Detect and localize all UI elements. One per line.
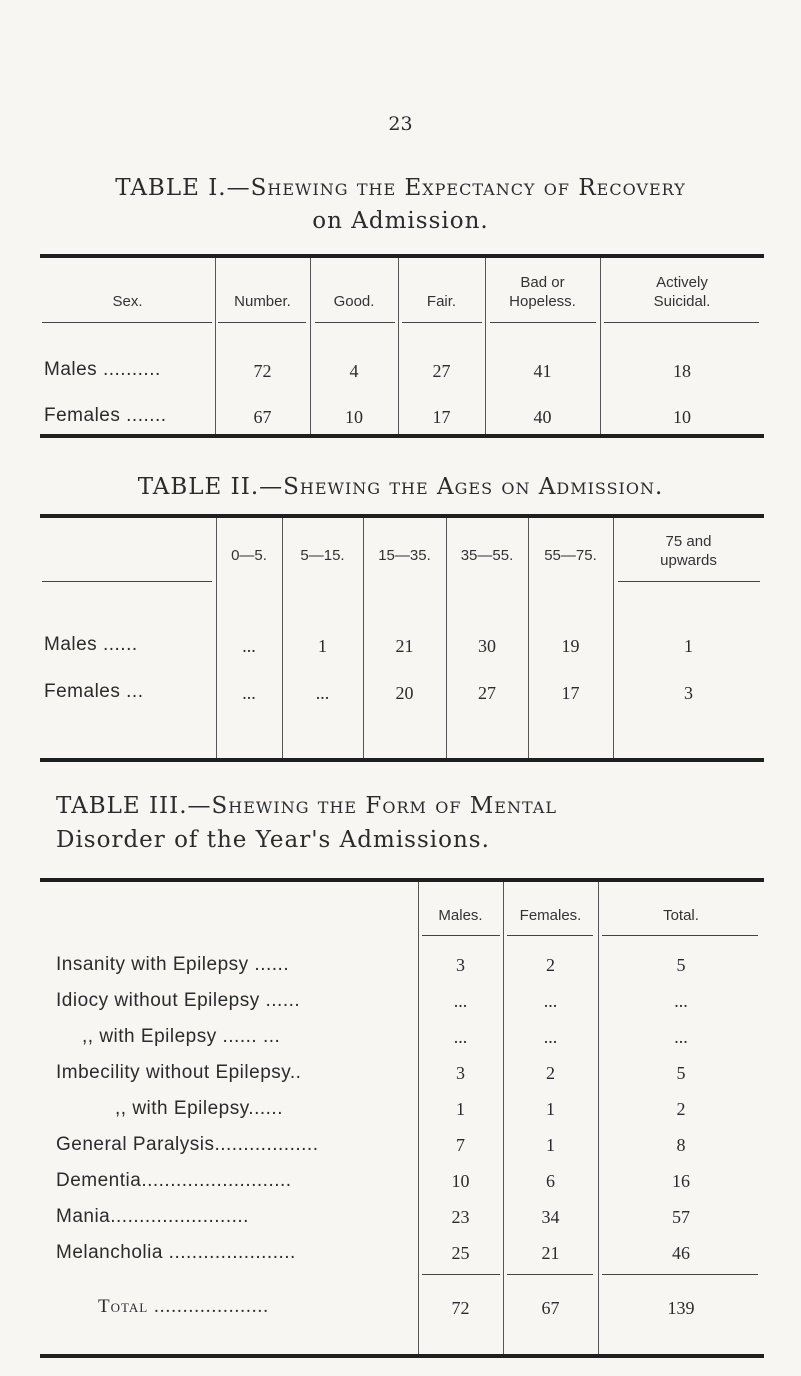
table3-cell: 1 — [456, 1099, 465, 1119]
table3-title-prefix: TABLE III.— — [56, 793, 212, 819]
table3-cell: 2 — [546, 1063, 555, 1083]
table3-row-label: Dementia.......................... — [56, 1170, 292, 1191]
table3-title — [0, 790, 801, 823]
table3-cell: 2 — [676, 1099, 686, 1119]
table2-cell: 17 — [561, 683, 580, 703]
table2-title-rest: Shewing the Ages on Admission. — [283, 474, 664, 500]
table2-header: 55—75. — [544, 547, 597, 564]
table1-cell: 27 — [432, 361, 451, 381]
table3-cell: 3 — [456, 955, 465, 975]
table1-cell: 41 — [533, 361, 552, 381]
table3-cell: ... — [674, 991, 688, 1011]
table2-cell: 30 — [478, 636, 496, 656]
table1-row-label: Females ....... — [44, 405, 167, 426]
table1-header-bad-line1: Bad or — [520, 274, 565, 291]
table1-cell: 67 — [253, 407, 272, 427]
table1-header-active-line1: Actively — [656, 274, 708, 291]
table3-total-cell: 139 — [667, 1298, 695, 1318]
table1-cell: 4 — [349, 361, 359, 381]
table2-header: 35—55. — [460, 547, 514, 564]
table3-cell: 6 — [546, 1171, 555, 1191]
table3-cell: 21 — [541, 1243, 560, 1263]
page-number: 23 — [388, 113, 413, 135]
table1-header-rule — [604, 322, 759, 323]
table1-header-bad — [485, 273, 600, 311]
table2-header-last-line1: 75 and — [665, 533, 712, 550]
table3-cell: 1 — [546, 1135, 555, 1155]
table3-cell: 34 — [541, 1207, 560, 1227]
table3-header-females: Females. — [519, 907, 582, 924]
table3-cell: 3 — [456, 1063, 465, 1083]
table2-cell: 21 — [395, 636, 414, 656]
table3-cell: 5 — [676, 955, 686, 975]
table1-header-rule — [42, 322, 212, 323]
table3-total-cell: 72 — [451, 1298, 470, 1318]
table2-row-label: Males ...... — [44, 634, 138, 655]
table2-top-rule — [40, 514, 764, 518]
table1-header-sex: Sex. — [112, 293, 143, 310]
table3-header-males: Males. — [438, 907, 483, 924]
table2-row-label: Females ... — [44, 681, 144, 702]
table3-cell: 2 — [546, 955, 555, 975]
table3-header-rule — [602, 935, 758, 936]
table1-header-rule — [315, 322, 395, 323]
table2-header: 5—15. — [300, 547, 345, 564]
table1-cell: 17 — [432, 407, 451, 427]
table2-bottom-rule — [40, 758, 764, 762]
table3-cell: 57 — [672, 1207, 690, 1227]
table1-row-label: Males .......... — [44, 359, 161, 380]
table3-row-label: Imbecility without Epilepsy.. — [56, 1062, 302, 1083]
table3-title-rest: Shewing the Form of Mental — [211, 793, 557, 819]
table1-header-active — [600, 273, 764, 311]
table3-header-total: Total. — [663, 907, 699, 924]
table1-title-line2: on Admission. — [312, 208, 489, 234]
table3-row-label: Mania........................ — [56, 1206, 249, 1227]
table2-cell: 1 — [318, 636, 327, 656]
table2-cell: ... — [315, 683, 330, 703]
table1-cell: 18 — [673, 361, 691, 381]
table1-header-rule — [490, 322, 596, 323]
table2-cell: 27 — [478, 683, 496, 703]
table2-header-last — [613, 532, 764, 570]
table3-bottom-rule — [40, 1354, 764, 1358]
table3-cell: ... — [543, 991, 558, 1011]
table3-top-rule — [40, 878, 764, 882]
table2-title-prefix: TABLE II.— — [137, 474, 284, 500]
table3-cell: 23 — [451, 1207, 470, 1227]
table3-cell: ... — [453, 991, 468, 1011]
table3-row-label: Melancholia ...................... — [56, 1242, 296, 1263]
table3-total-label: Total .................... — [98, 1296, 269, 1317]
table3-header-rule — [422, 935, 500, 936]
table2-header-last-line2: upwards — [660, 552, 717, 569]
table3-row-label: Insanity with Epilepsy ...... — [56, 954, 290, 975]
table1-cell: 72 — [253, 361, 272, 381]
table1-header-number: Number. — [234, 293, 291, 310]
table3-cell: ... — [674, 1027, 688, 1047]
table3-cell: 8 — [676, 1135, 686, 1155]
table1-header-rule — [218, 322, 306, 323]
table3-row-label: General Paralysis.................. — [56, 1134, 319, 1155]
table2-header-rule — [42, 581, 212, 582]
table2-cell: ... — [242, 683, 256, 703]
table1-title — [0, 172, 801, 205]
table3-header-rule — [507, 935, 593, 936]
table3-row-label: ,, with Epilepsy...... — [115, 1098, 283, 1119]
table1-cell: 10 — [673, 407, 691, 427]
table2-title — [0, 471, 801, 504]
table3-cell: 25 — [451, 1243, 470, 1263]
table3-title-line2: Disorder of the Year's Admissions. — [56, 827, 490, 853]
table3-cell: ... — [453, 1027, 468, 1047]
table1-header-fair: Fair. — [426, 293, 457, 310]
table1-header-bad-line2: Hopeless. — [509, 293, 576, 310]
table2-header: 15—35. — [378, 547, 431, 564]
table2-header-rule — [618, 581, 760, 582]
table3-row-label: ,, with Epilepsy ...... ... — [82, 1026, 281, 1047]
table2-header: 0—5. — [231, 547, 267, 564]
table2-cell: 19 — [561, 636, 580, 656]
table1-header-active-line2: Suicidal. — [653, 293, 711, 310]
table3-cell: 46 — [672, 1243, 690, 1263]
table3-cell: 1 — [546, 1099, 555, 1119]
table3-total-rule — [422, 1274, 500, 1275]
table1-cell: 40 — [533, 407, 552, 427]
table3-row-label: Idiocy without Epilepsy ...... — [56, 990, 301, 1011]
table3-cell: 5 — [676, 1063, 686, 1083]
table1-header-rule — [402, 322, 482, 323]
table3-total-rule — [602, 1274, 758, 1275]
table1-title-rest: Shewing the Expectancy of Recovery — [250, 175, 686, 201]
table3-total-rule — [507, 1274, 593, 1275]
table1-cell: 10 — [345, 407, 363, 427]
table3-cell: 10 — [451, 1171, 470, 1191]
table3-cell: ... — [543, 1027, 558, 1047]
table3-cell: 16 — [672, 1171, 690, 1191]
table3-cell: 7 — [456, 1135, 465, 1155]
table1-header-good: Good. — [333, 293, 375, 310]
table3-total-cell: 67 — [541, 1298, 560, 1318]
table2-cell: 1 — [684, 636, 693, 656]
table1-title-prefix: TABLE I.— — [115, 175, 251, 201]
table2-cell: 3 — [684, 683, 693, 703]
table2-cell: 20 — [395, 683, 414, 703]
table2-cell: ... — [242, 636, 256, 656]
table1-top-rule — [40, 254, 764, 258]
